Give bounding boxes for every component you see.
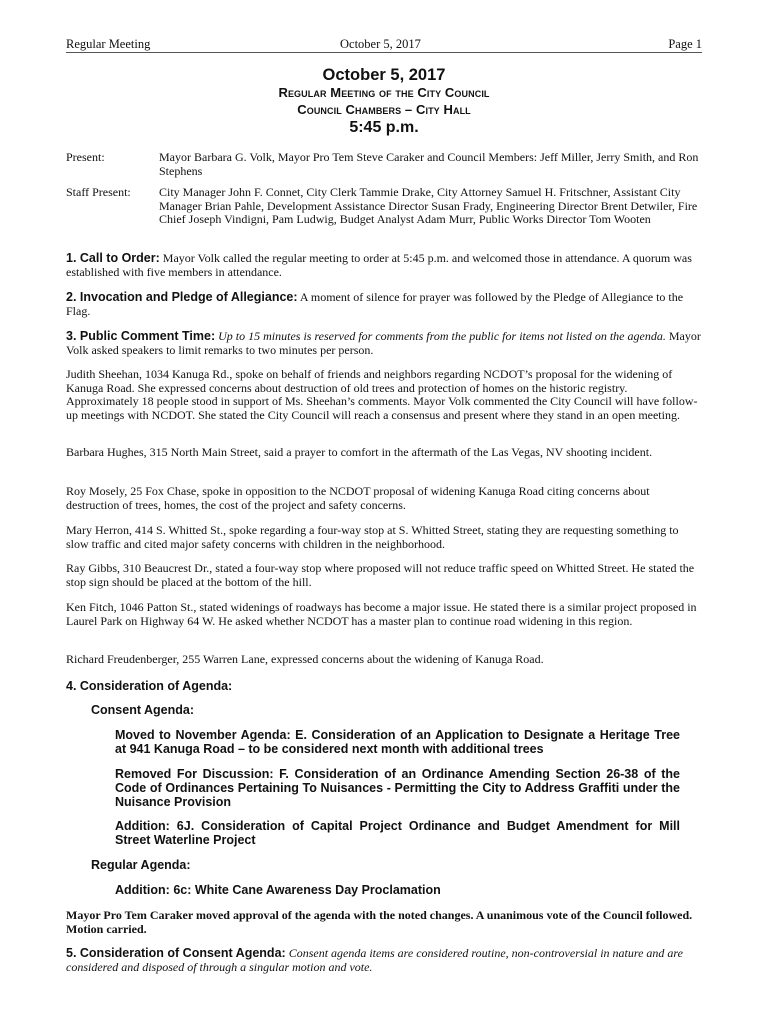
- present-label: Present:: [66, 150, 105, 164]
- section-2-text: A moment of silence for prayer was followed by the Pledge of Allegiance to the Flag.: [66, 290, 684, 318]
- agenda-item-addition-6j: Addition: 6J. Consideration of Capital Project Ordinance and Budget Amendment for Mill Street Waterline Project: [115, 819, 680, 847]
- section-5-italic: Consent agenda items are considered routine, non-controversial in nature and are considered and disposed of through a singular motion and vote.: [66, 946, 683, 974]
- comment-paragraph: Richard Freudenberger, 255 Warren Lane, expressed concerns about the widening of Kanuga Road.: [66, 652, 544, 666]
- comment-paragraph: Roy Mosely, 25 Fox Chase, spoke in opposition to the NCDOT proposal of widening Kanuga Road citing concerns about destruction of trees, homes, the cost of the project and safety concerns.: [66, 484, 650, 512]
- meeting-date-title: October 5, 2017: [322, 66, 446, 84]
- section-3-heading: 3. Public Comment Time:: [66, 329, 216, 343]
- agenda-item-addition-6c: Addition: 6c: White Cane Awareness Day Proclamation: [115, 883, 441, 897]
- section-call-to-order: [66, 252, 702, 279]
- running-header: [66, 37, 702, 53]
- comment-paragraph: Barbara Hughes, 315 North Main Street, said a prayer to comfort in the aftermath of the Las Vegas, NV shooting incident.: [66, 445, 653, 459]
- staff-value: City Manager John F. Connet, City Clerk Tammie Drake, City Attorney Samuel H. Fritschner, Assistant City Manager Brian Pahle, Development Assistance Director Susan Frady, Engineering Director Brent Detwiler, Fire Chief Joseph Vindigni, Pam Ludwig, Budget Analyst Adam Murr, Public Works Director Tom Wooten: [159, 185, 698, 227]
- header-page-number: Page 1: [668, 37, 702, 51]
- regular-agenda-label: Regular Agenda:: [91, 858, 191, 872]
- section-3-text: Mayor Volk asked speakers to limit remarks to two minutes per person.: [66, 329, 701, 357]
- title-block: [66, 66, 702, 137]
- header-left: Regular Meeting: [66, 37, 151, 51]
- section-5-heading: 5. Consideration of Consent Agenda:: [66, 946, 286, 960]
- agenda-motion: Mayor Pro Tem Caraker moved approval of the agenda with the noted changes. A unanimous vote of the Council followed. Motion carried.: [66, 908, 693, 936]
- section-2-heading: 2. Invocation and Pledge of Allegiance:: [66, 290, 298, 304]
- section-consent-agenda: [66, 947, 702, 974]
- section-3-italic: Up to 15 minutes is reserved for comments from the public for items not listed on the agenda.: [218, 329, 666, 343]
- agenda-item-removed: Removed For Discussion: F. Consideration of an Ordinance Amending Section 26-38 of the Code of Ordinances Pertaining To Nuisances - Permitting the City to Address Graffiti under the Nuisance Provision: [115, 767, 680, 809]
- present-value: Mayor Barbara G. Volk, Mayor Pro Tem Steve Caraker and Council Members: Jeff Miller, Jerry Smith, and Ron Stephens: [159, 150, 699, 178]
- header-date: October 5, 2017: [340, 37, 421, 51]
- comment-paragraph: Judith Sheehan, 1034 Kanuga Rd., spoke on behalf of friends and neighbors regarding NCDOT’s proposal for the widening of Kanuga Road. She expressed concerns about destruction of old trees and protection of homes on the historic registry. Approximately 18 people stood in support of Ms. Sheehan’s comments. Mayor Volk commented the City Council will have follow-up meetings with NCDOT. She stated the City Council will reach a consensus and present where they stand in an open meeting.: [66, 367, 698, 422]
- meeting-type-title: Regular Meeting of the City Council: [278, 85, 490, 100]
- meeting-location-title: Council Chambers – City Hall: [297, 102, 471, 117]
- meeting-time-title: 5:45 p.m.: [349, 119, 419, 136]
- agenda-item-moved: Moved to November Agenda: E. Consideration of an Application to Designate a Heritage Tree at 941 Kanuga Road – to be considered next month with additional trees: [115, 728, 680, 756]
- comment-paragraph: Mary Herron, 414 S. Whitted St., spoke regarding a four-way stop at S. Whitted Street, stating they are requesting something to slow traffic and cited major safety concerns with children in the neighborhood.: [66, 523, 679, 551]
- comment-paragraph: Ken Fitch, 1046 Patton St., stated widenings of roadways has become a major issue. He stated there is a similar project proposed in Laurel Park on Highway 64 W. He asked whether NCDOT has a master plan to continue road widening in this region.: [66, 600, 697, 628]
- section-1-text: Mayor Volk called the regular meeting to order at 5:45 p.m. and welcomed those in attendance. A quorum was established with five members in attendance.: [66, 251, 692, 279]
- comment-paragraph: Ray Gibbs, 310 Beaucrest Dr., stated a four-way stop where proposed will not reduce traffic speed on Whitted Street. He stated the stop sign should be placed at the bottom of the hill.: [66, 561, 695, 589]
- staff-label: Staff Present:: [66, 185, 131, 199]
- section-1-heading: 1. Call to Order:: [66, 251, 160, 265]
- section-public-comment: [66, 330, 702, 357]
- section-4-heading: 4. Consideration of Agenda:: [66, 679, 233, 693]
- consent-agenda-label: Consent Agenda:: [91, 703, 195, 717]
- section-invocation: [66, 291, 702, 318]
